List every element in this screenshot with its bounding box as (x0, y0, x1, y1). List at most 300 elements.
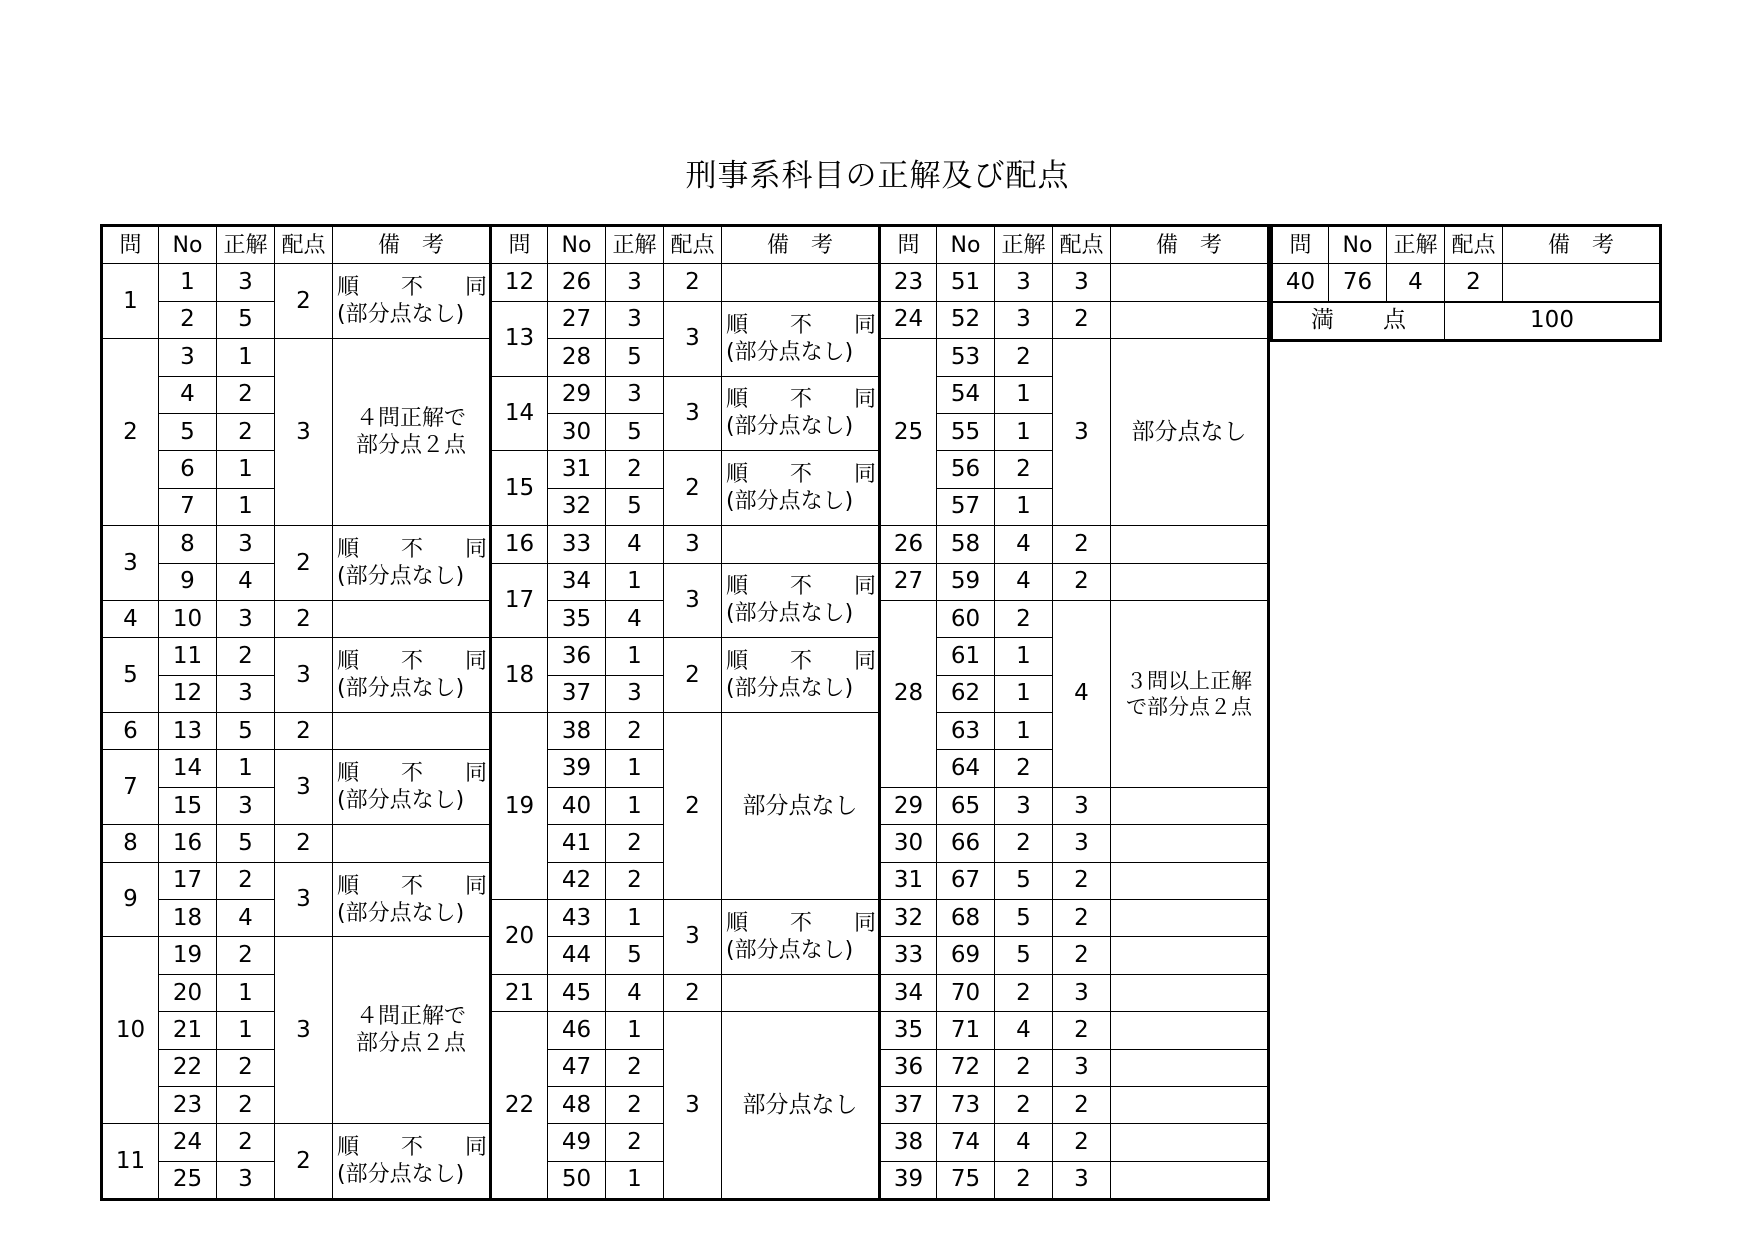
note-jun-char: 不 (400, 275, 423, 301)
note-jun-line (337, 873, 487, 900)
answer-table (100, 224, 1270, 1201)
note-cell (1111, 264, 1269, 301)
note-jun-char: 順 (726, 574, 749, 600)
correct-answer: 4 (217, 900, 275, 937)
answer-no: 61 (937, 638, 995, 675)
note-nopartial-paren: (部分点なし) (337, 564, 465, 590)
points: 3 (275, 862, 333, 937)
header-q: 問 (1272, 226, 1329, 264)
correct-answer: 5 (606, 339, 664, 376)
note-jun-line (337, 274, 487, 301)
answer-no: 30 (548, 413, 606, 450)
answer-no: 29 (548, 376, 606, 413)
answer-no: 38 (548, 713, 606, 750)
note-cell (333, 713, 491, 750)
note-nopartial-paren: (部分点なし) (726, 339, 854, 365)
note-jun-char: 不 (789, 910, 812, 936)
note-four-line2: 部分点２点 (355, 1031, 466, 1057)
note-three-line1: ３問以上正解 (1126, 668, 1252, 693)
note-cell (1111, 1161, 1269, 1199)
points: 2 (275, 713, 333, 750)
note-cell (722, 638, 880, 713)
question-number: 13 (491, 301, 548, 376)
note-nopartial-paren: (部分点なし) (337, 788, 465, 814)
answer-no: 22 (159, 1049, 217, 1086)
note-jun-char: 不 (400, 537, 423, 563)
points: 2 (1053, 563, 1111, 600)
answer-no: 34 (548, 563, 606, 600)
question-number: 29 (880, 787, 937, 824)
points: 3 (664, 900, 722, 975)
points: 2 (1053, 900, 1111, 937)
table-row (102, 526, 1269, 563)
answer-no: 63 (937, 713, 995, 750)
correct-answer: 1 (217, 451, 275, 488)
correct-answer: 2 (995, 974, 1053, 1011)
correct-answer: 2 (217, 413, 275, 450)
answer-no: 76 (1329, 264, 1387, 302)
header-no: No (159, 226, 217, 264)
answer-no: 2 (159, 301, 217, 338)
points: 3 (664, 376, 722, 451)
total-label-text (1273, 307, 1444, 334)
correct-answer: 1 (995, 638, 1053, 675)
points: 2 (1053, 1012, 1111, 1049)
question-number: 12 (491, 264, 548, 301)
correct-answer: 4 (1387, 264, 1445, 302)
correct-answer: 2 (217, 376, 275, 413)
answer-no: 13 (159, 713, 217, 750)
note-cell (1111, 1124, 1269, 1161)
note-jun-char: 順 (726, 462, 749, 488)
note-nopartial-paren: (部分点なし) (726, 676, 854, 702)
answer-no: 20 (159, 974, 217, 1011)
note-cell (722, 264, 880, 301)
points: 3 (1053, 825, 1111, 862)
correct-answer: 3 (606, 301, 664, 338)
note-cell (333, 750, 491, 825)
answer-no: 5 (159, 413, 217, 450)
correct-answer: 3 (217, 675, 275, 712)
note-four-line1: ４問正解で (355, 406, 466, 432)
correct-answer: 5 (995, 862, 1053, 899)
header-note: 備 考 (722, 226, 880, 264)
correct-answer: 4 (606, 974, 664, 1011)
answer-no: 32 (548, 488, 606, 525)
answer-no: 25 (159, 1161, 217, 1199)
answer-no: 71 (937, 1012, 995, 1049)
answer-no: 69 (937, 937, 995, 974)
correct-answer: 2 (995, 451, 1053, 488)
question-number: 31 (880, 862, 937, 899)
points: 3 (664, 301, 722, 376)
note-cell (333, 638, 491, 713)
points: 2 (1053, 937, 1111, 974)
correct-answer: 5 (606, 413, 664, 450)
correct-answer: 1 (995, 488, 1053, 525)
points: 3 (1053, 339, 1111, 526)
answer-no: 57 (937, 488, 995, 525)
note-jun-char: 同 (464, 761, 487, 787)
correct-answer: 3 (606, 264, 664, 301)
answer-no: 43 (548, 900, 606, 937)
correct-answer: 1 (606, 1161, 664, 1199)
points: 3 (275, 339, 333, 526)
answer-no: 50 (548, 1161, 606, 1199)
correct-answer: 3 (217, 1161, 275, 1199)
correct-answer: 4 (995, 526, 1053, 563)
header-pts: 配点 (1053, 226, 1111, 264)
note-four-line1: ４問正解で (355, 1004, 466, 1030)
question-number: 39 (880, 1161, 937, 1199)
answer-no: 31 (548, 451, 606, 488)
note-jun-char: 同 (853, 312, 876, 338)
question-number: 26 (880, 526, 937, 563)
question-number: 3 (102, 526, 159, 601)
correct-answer: 5 (995, 900, 1053, 937)
header-pts: 配点 (275, 226, 333, 264)
answer-no: 18 (159, 900, 217, 937)
note-nopartial-paren: (部分点なし) (337, 900, 465, 926)
note-three-line2: で部分点２点 (1126, 694, 1252, 719)
note-jun-char: 不 (789, 649, 812, 675)
correct-answer: 3 (217, 264, 275, 301)
question-number: 35 (880, 1012, 937, 1049)
note-cell (722, 526, 880, 563)
note-jun-line (726, 312, 876, 339)
correct-answer: 2 (217, 1049, 275, 1086)
points: 2 (664, 713, 722, 900)
answer-no: 36 (548, 638, 606, 675)
total-value: 100 (1445, 302, 1661, 341)
note-jun-line (726, 386, 876, 413)
points: 3 (1053, 264, 1111, 301)
correct-answer: 3 (217, 787, 275, 824)
note-jun-line (726, 573, 876, 600)
note-cell (333, 526, 491, 601)
correct-answer: 1 (217, 750, 275, 787)
note-cell (1111, 937, 1269, 974)
answer-no: 35 (548, 600, 606, 637)
points: 2 (1053, 862, 1111, 899)
correct-answer: 4 (606, 526, 664, 563)
answer-no: 11 (159, 638, 217, 675)
header-note: 備 考 (333, 226, 491, 264)
correct-answer: 1 (606, 1012, 664, 1049)
points: 2 (275, 1124, 333, 1200)
note-jun-line (726, 910, 876, 937)
answer-no: 59 (937, 563, 995, 600)
header-no: No (1329, 226, 1387, 264)
answer-no: 74 (937, 1124, 995, 1161)
correct-answer: 5 (995, 937, 1053, 974)
note-jun-line (337, 648, 487, 675)
answer-no: 68 (937, 900, 995, 937)
note-cell (1111, 563, 1269, 600)
note-jun-char: 同 (464, 649, 487, 675)
question-number: 5 (102, 638, 159, 713)
total-row (1272, 302, 1661, 341)
question-number: 24 (880, 301, 937, 338)
header-no: No (937, 226, 995, 264)
correct-answer: 1 (995, 713, 1053, 750)
correct-answer: 2 (995, 825, 1053, 862)
note-cell (333, 862, 491, 937)
note-jun-char: 順 (337, 1135, 360, 1161)
note-jun-char: 同 (464, 1135, 487, 1161)
question-number: 4 (102, 600, 159, 637)
correct-answer: 2 (606, 1124, 664, 1161)
question-number: 15 (491, 451, 548, 526)
question-number: 11 (102, 1124, 159, 1200)
correct-answer: 5 (217, 825, 275, 862)
note-cell (1111, 974, 1269, 1011)
note-cell (1111, 825, 1269, 862)
note-jun-char: 不 (789, 387, 812, 413)
header-q: 問 (102, 226, 159, 264)
correct-answer: 5 (217, 301, 275, 338)
note-jun-char: 同 (464, 275, 487, 301)
correct-answer: 2 (995, 1086, 1053, 1123)
note-jun-char: 不 (789, 462, 812, 488)
note-cell (333, 937, 491, 1124)
note-jun-char: 不 (400, 873, 423, 899)
answer-no: 7 (159, 488, 217, 525)
answer-no: 33 (548, 526, 606, 563)
correct-answer: 1 (606, 787, 664, 824)
points: 3 (664, 563, 722, 638)
note-jun-char: 不 (789, 312, 812, 338)
points: 4 (1053, 600, 1111, 787)
question-number: 20 (491, 900, 548, 975)
note-jun-char: 順 (337, 649, 360, 675)
header-row (1272, 226, 1661, 264)
answer-no: 47 (548, 1049, 606, 1086)
correct-answer: 3 (606, 675, 664, 712)
note-jun-char: 順 (337, 275, 360, 301)
note-jun-line (726, 648, 876, 675)
correct-answer: 1 (217, 488, 275, 525)
question-number: 7 (102, 750, 159, 825)
correct-answer: 3 (606, 376, 664, 413)
answer-no: 55 (937, 413, 995, 450)
correct-answer: 5 (606, 937, 664, 974)
correct-answer: 2 (995, 1161, 1053, 1199)
header-pts: 配点 (664, 226, 722, 264)
answer-no: 21 (159, 1012, 217, 1049)
correct-answer: 2 (606, 1049, 664, 1086)
points: 2 (275, 526, 333, 601)
question-number: 10 (102, 937, 159, 1124)
note-jun-line (337, 760, 487, 787)
correct-answer: 5 (217, 713, 275, 750)
answer-no: 14 (159, 750, 217, 787)
question-number: 19 (491, 713, 548, 900)
total-label (1272, 302, 1445, 341)
correct-answer: 2 (217, 1124, 275, 1161)
correct-answer: 2 (217, 937, 275, 974)
note-cell (1111, 862, 1269, 899)
note-cell (1111, 339, 1269, 526)
answer-no: 17 (159, 862, 217, 899)
note-jun-char: 順 (726, 387, 749, 413)
correct-answer: 2 (606, 1086, 664, 1123)
answer-no: 4 (159, 376, 217, 413)
answer-no: 23 (159, 1086, 217, 1123)
question-number: 18 (491, 638, 548, 713)
header-q: 問 (491, 226, 548, 264)
header-ans: 正解 (606, 226, 664, 264)
question-number: 17 (491, 563, 548, 638)
answer-no: 67 (937, 862, 995, 899)
header-q: 問 (880, 226, 937, 264)
question-number: 21 (491, 974, 548, 1011)
correct-answer: 2 (995, 339, 1053, 376)
note-cell (1503, 264, 1661, 302)
points: 3 (664, 526, 722, 563)
answer-no: 72 (937, 1049, 995, 1086)
correct-answer: 1 (606, 638, 664, 675)
note-jun-char: 順 (337, 873, 360, 899)
answer-no: 41 (548, 825, 606, 862)
note-cell (333, 825, 491, 862)
question-number: 1 (102, 264, 159, 339)
answer-no: 48 (548, 1086, 606, 1123)
correct-answer: 4 (606, 600, 664, 637)
note-jun-char: 同 (853, 387, 876, 413)
table-row (1272, 264, 1661, 302)
note-nopartial-paren: (部分点なし) (726, 489, 854, 515)
note-jun-char: 不 (400, 1135, 423, 1161)
answer-no: 1 (159, 264, 217, 301)
header-row (102, 226, 1269, 264)
question-number: 37 (880, 1086, 937, 1123)
question-number: 40 (1272, 264, 1329, 302)
note-jun-char: 同 (853, 574, 876, 600)
correct-answer: 2 (217, 1086, 275, 1123)
note-nopartial: 部分点なし (742, 792, 858, 819)
note-jun-char: 不 (400, 761, 423, 787)
answer-no: 44 (548, 937, 606, 974)
note-nopartial-paren: (部分点なし) (726, 601, 854, 627)
note-four-line2: 部分点２点 (355, 433, 466, 459)
answer-no: 64 (937, 750, 995, 787)
points: 2 (275, 600, 333, 637)
note-cell (722, 451, 880, 526)
header-ans: 正解 (995, 226, 1053, 264)
points: 3 (1053, 1161, 1111, 1199)
points: 3 (1053, 974, 1111, 1011)
answer-no: 26 (548, 264, 606, 301)
answer-no: 8 (159, 526, 217, 563)
note-nopartial-paren: (部分点なし) (337, 302, 465, 328)
note-jun-char: 同 (853, 462, 876, 488)
answer-no: 49 (548, 1124, 606, 1161)
answer-no: 28 (548, 339, 606, 376)
points: 2 (664, 974, 722, 1011)
correct-answer: 2 (995, 750, 1053, 787)
correct-answer: 2 (606, 713, 664, 750)
total-label-char: 満 (1311, 307, 1334, 334)
answer-no: 70 (937, 974, 995, 1011)
correct-answer: 1 (217, 974, 275, 1011)
question-number: 27 (880, 563, 937, 600)
correct-answer: 2 (995, 1049, 1053, 1086)
header-pts: 配点 (1445, 226, 1503, 264)
correct-answer: 5 (606, 488, 664, 525)
note-cell (1111, 526, 1269, 563)
answer-no: 6 (159, 451, 217, 488)
question-number: 23 (880, 264, 937, 301)
note-jun-char: 順 (337, 761, 360, 787)
points: 3 (1053, 787, 1111, 824)
answer-no: 45 (548, 974, 606, 1011)
note-cell (333, 1124, 491, 1200)
question-number: 38 (880, 1124, 937, 1161)
correct-answer: 2 (217, 638, 275, 675)
note-cell (333, 339, 491, 526)
question-number: 2 (102, 339, 159, 526)
question-number: 28 (880, 600, 937, 787)
answer-no: 58 (937, 526, 995, 563)
question-number: 33 (880, 937, 937, 974)
note-jun-char: 同 (853, 910, 876, 936)
note-cell (722, 900, 880, 975)
note-jun-char: 順 (726, 312, 749, 338)
note-cell (1111, 787, 1269, 824)
answer-no: 27 (548, 301, 606, 338)
correct-answer: 1 (606, 900, 664, 937)
answer-no: 53 (937, 339, 995, 376)
points: 2 (664, 264, 722, 301)
header-no: No (548, 226, 606, 264)
note-jun-line (337, 536, 487, 563)
correct-answer: 4 (995, 563, 1053, 600)
correct-answer: 3 (217, 600, 275, 637)
header-ans: 正解 (217, 226, 275, 264)
points: 2 (1445, 264, 1503, 302)
note-cell (1111, 301, 1269, 338)
note-cell (722, 974, 880, 1011)
header-ans: 正解 (1387, 226, 1445, 264)
points: 2 (1053, 1124, 1111, 1161)
question-number: 25 (880, 339, 937, 526)
correct-answer: 1 (995, 413, 1053, 450)
answer-no: 9 (159, 563, 217, 600)
note-nopartial: 部分点なし (1131, 418, 1247, 445)
answer-no: 12 (159, 675, 217, 712)
note-cell (333, 600, 491, 637)
question-number: 9 (102, 862, 159, 937)
correct-answer: 3 (995, 787, 1053, 824)
question-number: 32 (880, 900, 937, 937)
points: 2 (1053, 301, 1111, 338)
answer-no: 15 (159, 787, 217, 824)
answer-no: 65 (937, 787, 995, 824)
note-jun-char: 同 (853, 649, 876, 675)
note-jun-char: 不 (789, 574, 812, 600)
points: 3 (275, 937, 333, 1124)
question-number: 34 (880, 974, 937, 1011)
note-cell (722, 301, 880, 376)
table-row (102, 264, 1269, 301)
note-jun-line (726, 461, 876, 488)
answer-no: 52 (937, 301, 995, 338)
correct-answer: 4 (995, 1012, 1053, 1049)
answer-no: 37 (548, 675, 606, 712)
answer-no: 66 (937, 825, 995, 862)
note-nopartial-paren: (部分点なし) (726, 937, 854, 963)
